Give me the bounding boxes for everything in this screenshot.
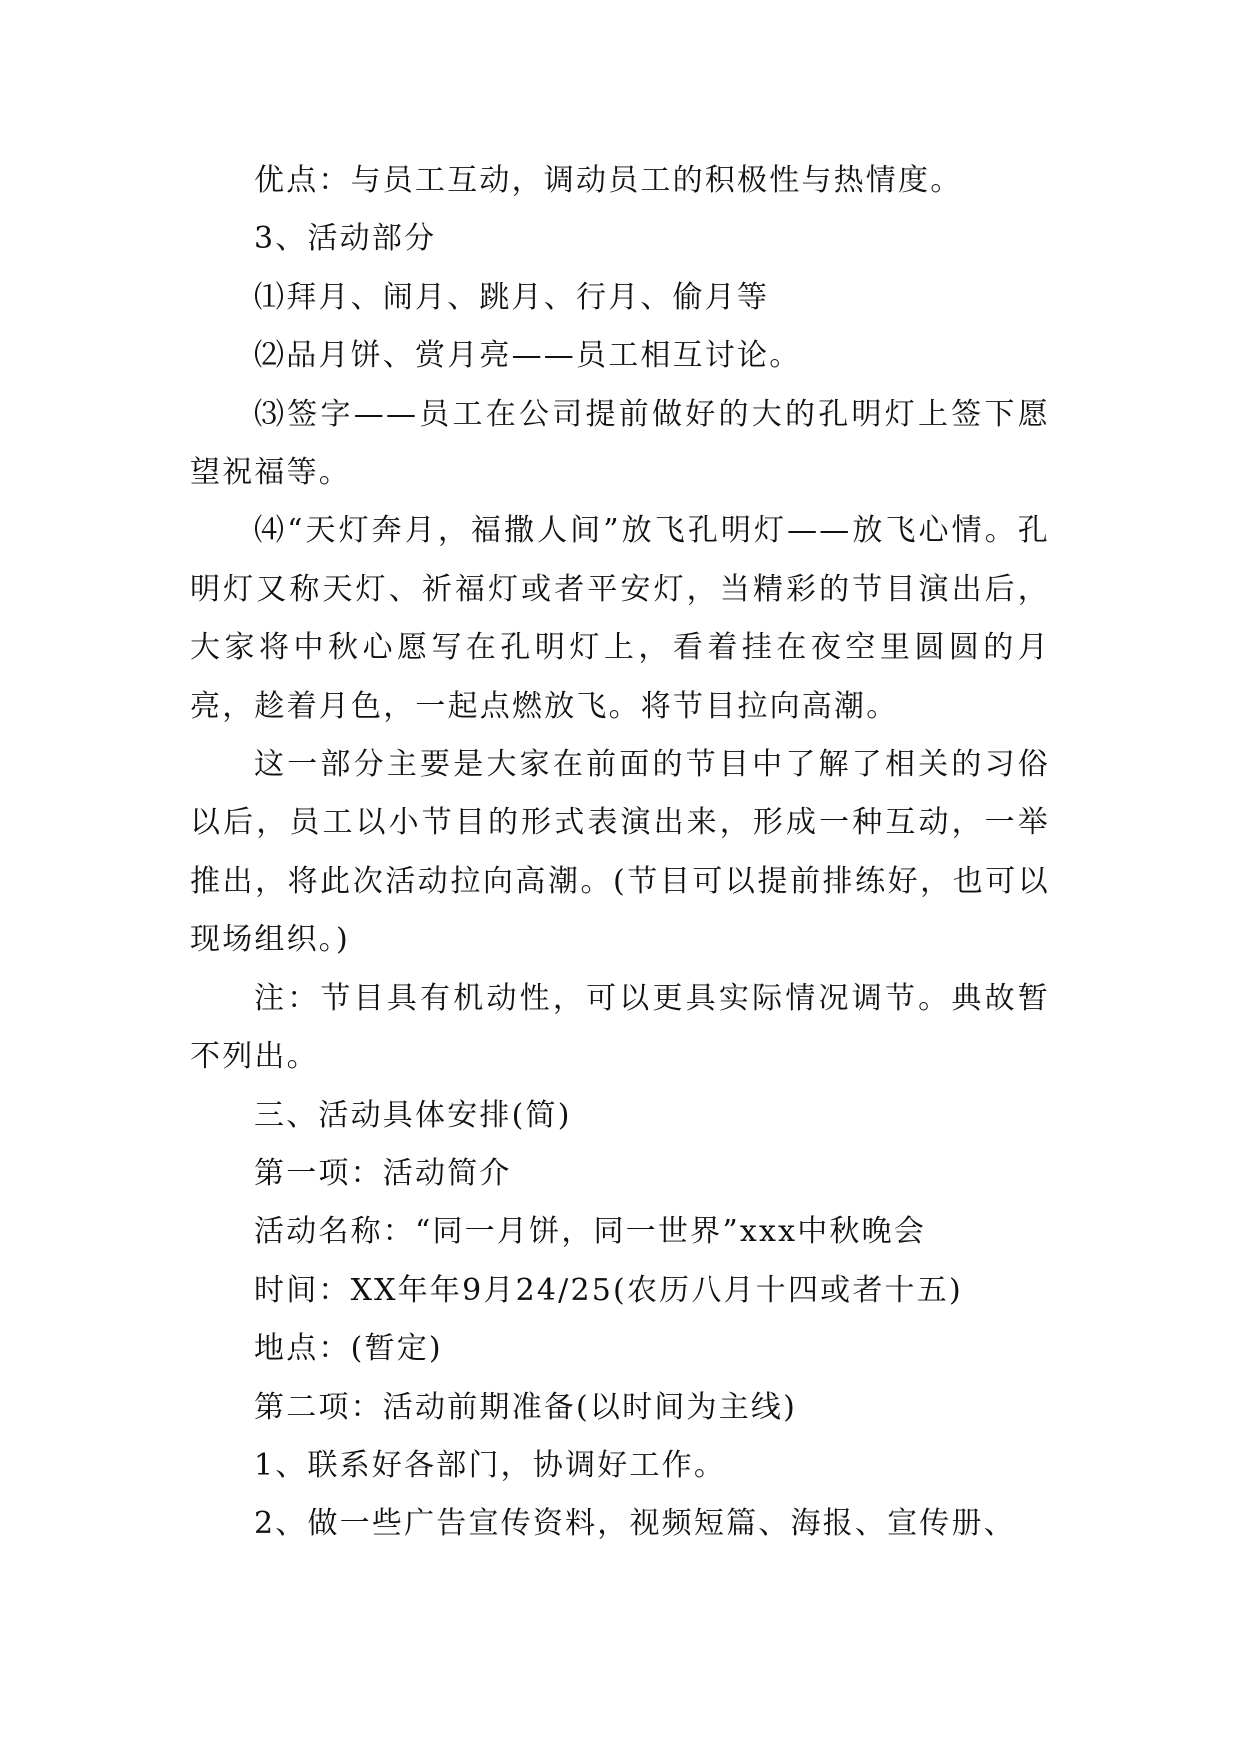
list-item-3: ⑶签字——员工在公司提前做好的大的孔明灯上签下愿望祝福等。 xyxy=(190,396,1050,491)
event-location-line: 地点：(暂定) xyxy=(254,1331,443,1367)
paragraph-note: 注：节目具有机动性，可以更具实际情况调节。典故暂不列出。 xyxy=(190,980,1050,1075)
heading-item-two: 第二项：活动前期准备(以时间为主线) xyxy=(254,1389,798,1425)
paragraph-advantage: 优点：与员工互动，调动员工的积极性与热情度。 xyxy=(254,163,963,198)
event-name-line: 活动名称：“同一月饼，同一世界”xxx中秋晚会 xyxy=(254,1214,927,1250)
heading-schedule: 三、活动具体安排(简) xyxy=(254,1097,572,1133)
list-item-1: ⑴拜月、闹月、跳月、行月、偷月等 xyxy=(254,279,770,315)
document-body xyxy=(190,152,1050,1554)
paragraph-summary: 这一部分主要是大家在前面的节目中了解了相关的习俗以后，员工以小节目的形式表演出来，形成一种互动，一举推出，将此次活动拉向高潮。(节目可以提前排练好，也可以现场组织。) xyxy=(190,747,1050,958)
heading-item-one: 第一项：活动简介 xyxy=(254,1155,512,1191)
prep-step-2: 2、做一些广告宣传资料，视频短篇、海报、宣传册、 xyxy=(254,1506,1016,1542)
list-item-4: ⑷“天灯奔月，福撒人间”放飞孔明灯——放飞心情。孔明灯又称天灯、祈福灯或者平安灯，当精彩的节目演出后，大家将中秋心愿写在孔明灯上，看着挂在夜空里圆圆的月亮，趁着月色，一起点燃放飞。将节目拉向高潮。 xyxy=(190,513,1050,724)
list-item-2: ⑵品月饼、赏月亮——员工相互讨论。 xyxy=(254,338,802,374)
prep-step-1: 1、联系好各部门，协调好工作。 xyxy=(254,1447,727,1483)
heading-activity-part: 3、活动部分 xyxy=(254,221,437,257)
event-time-line: 时间：XX年年9月24/25(农历八月十四或者十五) xyxy=(254,1272,963,1308)
